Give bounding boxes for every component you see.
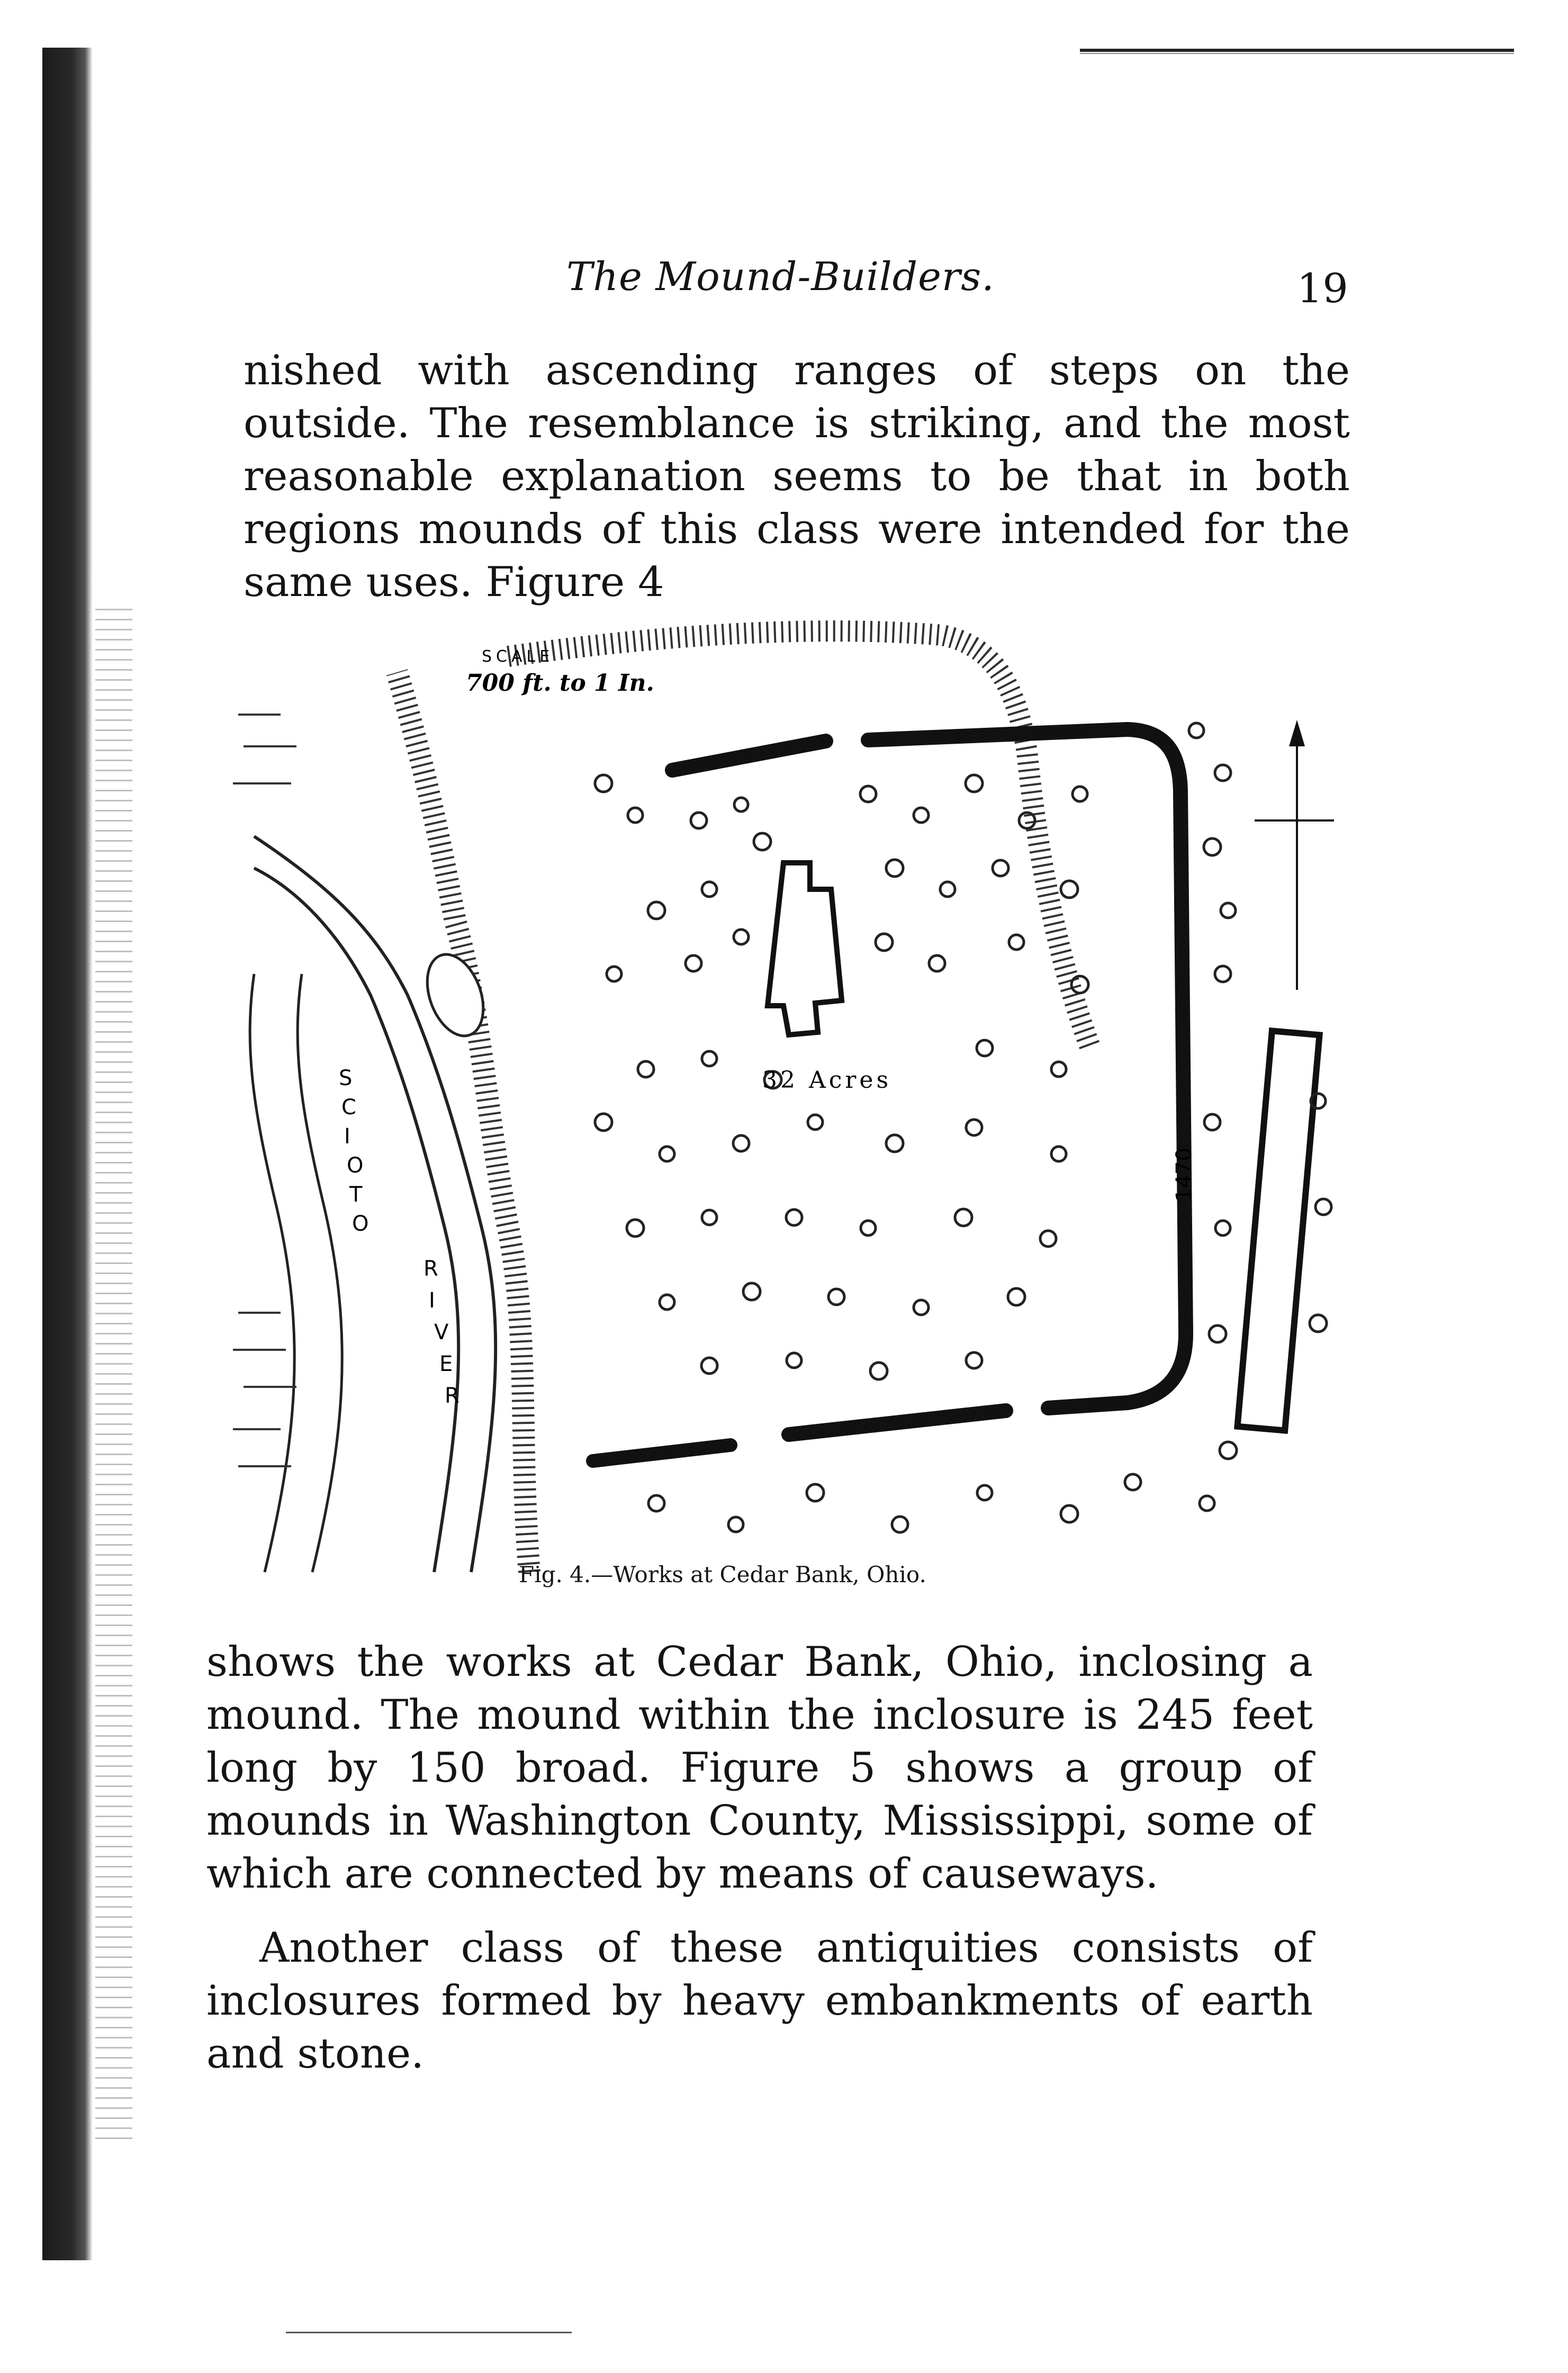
cedar-bank-map-illustration bbox=[233, 593, 1334, 1577]
bottom-rule bbox=[286, 2332, 572, 2333]
scale-value: 700 ft. to 1 In. bbox=[466, 670, 654, 697]
page-number: 19 bbox=[1297, 265, 1348, 312]
river-letter-5: T bbox=[349, 1183, 363, 1207]
river-letter-1: S bbox=[339, 1066, 353, 1090]
river-letter-11: R bbox=[445, 1384, 459, 1408]
river-letter-8: I bbox=[429, 1288, 435, 1313]
river-letter-9: V bbox=[434, 1320, 449, 1345]
figure-cedar-bank-map bbox=[233, 593, 1334, 1577]
top-edge-rule-thin bbox=[1080, 53, 1514, 54]
binding-gutter-shadow bbox=[42, 48, 93, 2260]
paragraph-top: nished with ascending ranges of steps on the outside. The resemblance is striking, and the most reasonable explanation seems to be that in both regions mounds of this class were intended for the same uses. Figure 4 bbox=[244, 347, 1350, 606]
river-letter-10: E bbox=[439, 1352, 453, 1376]
river-letter-4: O bbox=[347, 1153, 364, 1178]
paragraph-middle: shows the works at Cedar Bank, Ohio, inclosing a mound. The mound within the inclosure is 245 feet long by 150 broad. Figure 5 shows a group of mounds in Washington County, Mississippi, some of which are connected by means of causeways. bbox=[206, 1638, 1313, 1898]
river-letter-7: R bbox=[423, 1257, 438, 1281]
river-letter-2: C bbox=[341, 1095, 356, 1120]
side-wall-label: 1470 bbox=[1172, 1148, 1196, 1202]
scale-label: SCALE bbox=[482, 647, 554, 666]
binding-gutter-speckle bbox=[95, 609, 132, 2144]
paragraph-end: Another class of these antiquities consists of inclosures formed by heavy embankments of earth and stone. bbox=[206, 1924, 1313, 2078]
area-label: 32 Acres bbox=[762, 1067, 892, 1094]
top-edge-rule bbox=[1080, 49, 1514, 52]
river-letter-6: O bbox=[352, 1212, 369, 1236]
figure-caption: Fig. 4.—Works at Cedar Bank, Ohio. bbox=[519, 1562, 926, 1587]
river-letter-3: I bbox=[344, 1124, 350, 1149]
running-head: The Mound-Builders. bbox=[566, 254, 995, 300]
